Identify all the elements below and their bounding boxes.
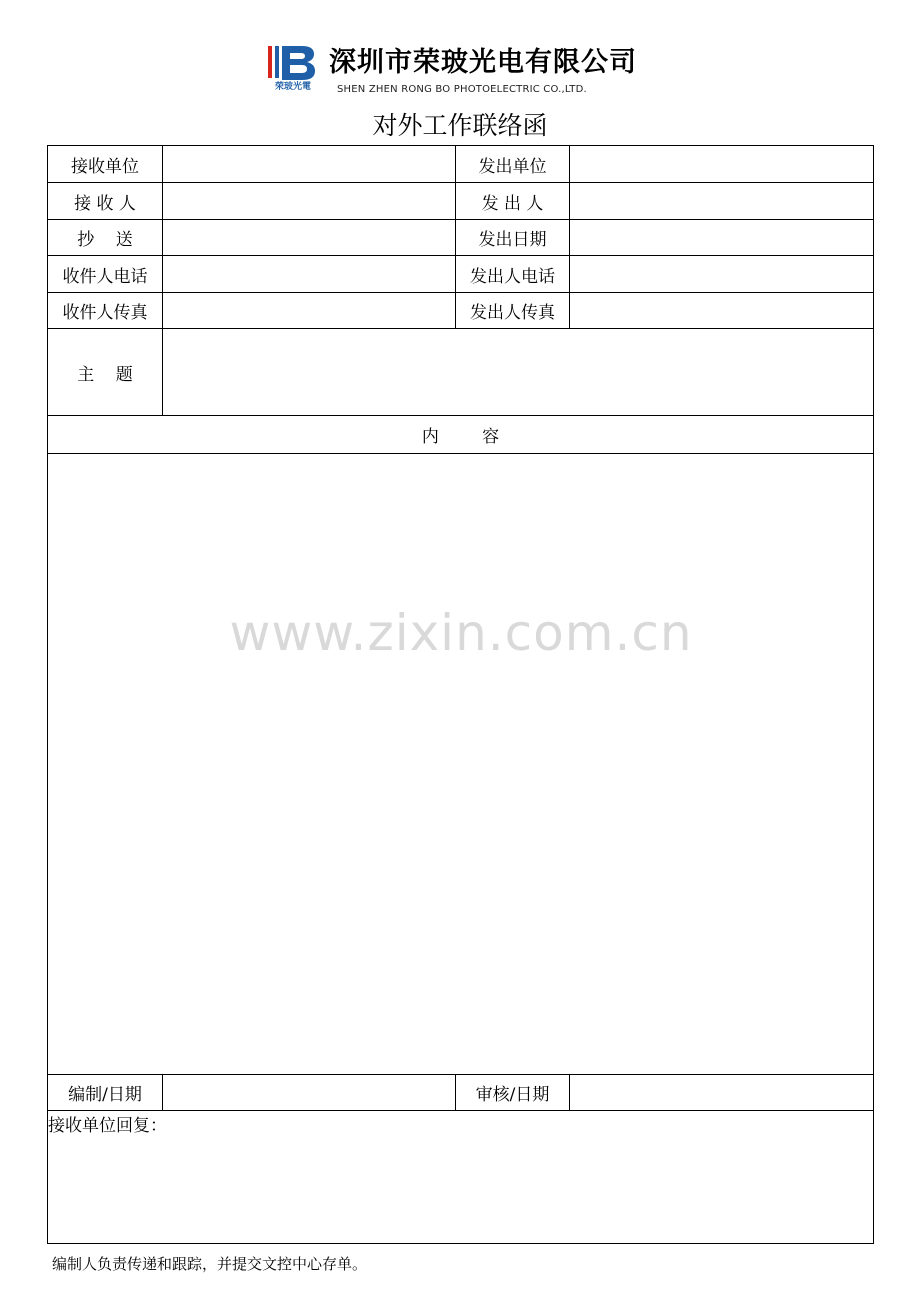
recipient-phone-label: 收件人电话 [48, 256, 163, 293]
company-logo [268, 44, 318, 92]
sender-fax-label: 发出人传真 [456, 293, 570, 329]
recipient-phone-field[interactable] [163, 256, 456, 293]
cc-field[interactable] [163, 220, 456, 256]
logo-blue-bar [275, 46, 279, 78]
form-row [48, 146, 874, 183]
liaison-form [47, 145, 874, 1244]
subject-row [48, 329, 874, 416]
receiving-unit-field[interactable] [163, 146, 456, 183]
document-title: 对外工作联络函 [372, 111, 548, 140]
recipient-field[interactable] [163, 183, 456, 220]
reviewed-date-field[interactable] [570, 1075, 874, 1111]
reply-area[interactable] [48, 1111, 874, 1244]
approval-row [48, 1075, 874, 1111]
reply-row [48, 1111, 874, 1244]
content-header-row [48, 416, 874, 454]
sending-unit-field[interactable] [570, 146, 874, 183]
logo-red-bar [268, 46, 272, 78]
company-name-cn: 深圳市荣玻光电有限公司 [329, 47, 637, 78]
form-row [48, 220, 874, 256]
sender-fax-field[interactable] [570, 293, 874, 329]
logo-b-icon [282, 44, 316, 80]
prepared-date-field[interactable] [163, 1075, 456, 1111]
subject-field[interactable] [163, 329, 874, 416]
watermark: www.zixin.com.cn [229, 604, 693, 662]
footer-note: 编制人负责传递和跟踪，并提交文控中心存单。 [52, 1255, 368, 1273]
logo-text: 荣玻光電 [274, 82, 311, 92]
send-date-label: 发出日期 [456, 220, 570, 256]
recipient-fax-label: 收件人传真 [48, 293, 163, 329]
receiving-unit-label: 接收单位 [48, 146, 163, 183]
subject-label: 主 题 [48, 329, 163, 416]
form-row [48, 256, 874, 293]
letterhead [0, 0, 920, 145]
cc-label: 抄 送 [48, 220, 163, 256]
reply-label: 接收单位回复： [48, 1116, 167, 1136]
form-row [48, 293, 874, 329]
prepared-date-label: 编制/日期 [48, 1075, 163, 1111]
sender-field[interactable] [570, 183, 874, 220]
recipient-label: 接 收 人 [48, 183, 163, 220]
sender-phone-field[interactable] [570, 256, 874, 293]
company-name-en: SHEN ZHEN RONG BO PHOTOELECTRIC CO.,LTD. [337, 84, 587, 95]
content-row [48, 454, 874, 1075]
sender-label: 发 出 人 [456, 183, 570, 220]
reviewed-date-label: 审核/日期 [456, 1075, 570, 1111]
send-date-field[interactable] [570, 220, 874, 256]
sending-unit-label: 发出单位 [456, 146, 570, 183]
form-row [48, 183, 874, 220]
sender-phone-label: 发出人电话 [456, 256, 570, 293]
recipient-fax-field[interactable] [163, 293, 456, 329]
content-header: 内 容 [48, 416, 874, 454]
content-area[interactable] [48, 454, 874, 1075]
